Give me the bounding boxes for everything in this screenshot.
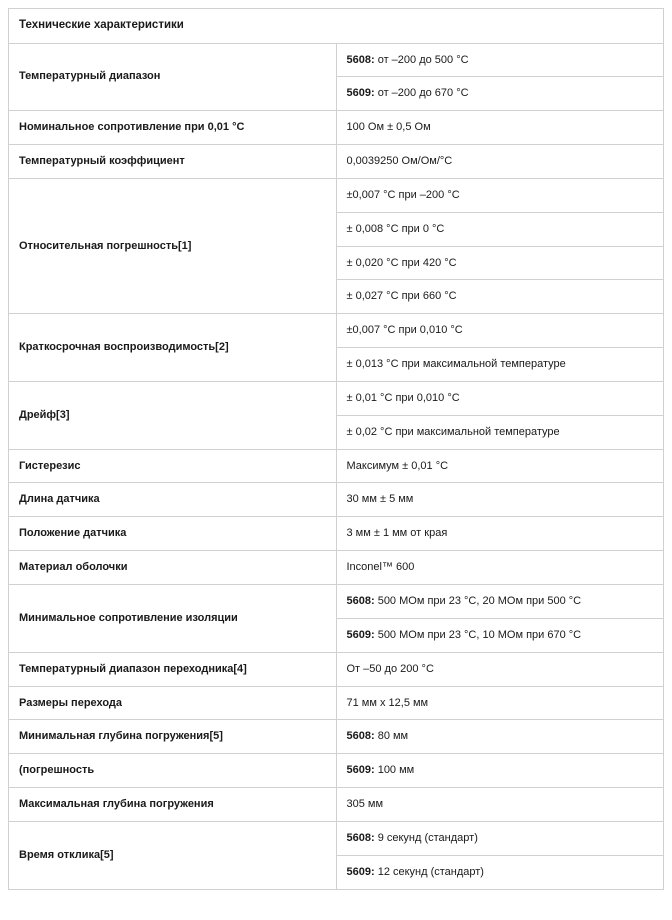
table-header-row — [9, 9, 664, 44]
table-row — [9, 551, 664, 585]
spec-value: 71 мм x 12,5 мм — [336, 686, 664, 720]
table-row — [9, 178, 664, 212]
table-row — [9, 145, 664, 179]
table-row — [9, 585, 664, 619]
spec-label: Температурный диапазон — [9, 43, 337, 111]
spec-value-text: 80 мм — [374, 730, 409, 743]
spec-value: ±0,007 °C при 0,010 °C — [336, 314, 664, 348]
spec-value — [336, 754, 664, 788]
spec-value — [336, 77, 664, 111]
spec-value: ± 0,020 °C при 420 °C — [336, 246, 664, 280]
spec-label: Температурный коэффициент — [9, 145, 337, 179]
spec-value-model: 5608: — [346, 831, 375, 844]
spec-value-text: 12 секунд (стандарт) — [374, 865, 484, 878]
table-row — [9, 449, 664, 483]
spec-label: Размеры перехода — [9, 686, 337, 720]
spec-label: Гистерезис — [9, 449, 337, 483]
spec-label: Номинальное сопротивление при 0,01 °C — [9, 111, 337, 145]
spec-label: Дрейф[3] — [9, 381, 337, 449]
specifications-table-body — [9, 9, 664, 890]
table-row — [9, 111, 664, 145]
spec-value-model: 5609: — [346, 865, 375, 878]
table-row — [9, 517, 664, 551]
spec-value — [336, 720, 664, 754]
spec-value: 0,0039250 Ом/Ом/°C — [336, 145, 664, 179]
table-row — [9, 821, 664, 855]
spec-value: 3 мм ± 1 мм от края — [336, 517, 664, 551]
spec-label: Максимальная глубина погружения — [9, 788, 337, 822]
spec-value: ±0,007 °C при –200 °C — [336, 178, 664, 212]
specifications-table — [8, 8, 664, 890]
spec-value-text: от –200 до 500 °C — [374, 53, 469, 66]
table-row — [9, 686, 664, 720]
spec-value: 305 мм — [336, 788, 664, 822]
table-row — [9, 483, 664, 517]
spec-value: От –50 до 200 °C — [336, 652, 664, 686]
spec-value-text: 500 МОм при 23 °C, 10 МОм при 670 °C — [374, 628, 582, 641]
spec-label: Относительная погрешность[1] — [9, 178, 337, 313]
spec-value — [336, 585, 664, 619]
spec-label: Минимальное сопротивление изоляции — [9, 585, 337, 653]
table-row — [9, 381, 664, 415]
spec-label: (погрешность — [9, 754, 337, 788]
spec-value-model: 5608: — [346, 595, 375, 608]
spec-value-model: 5609: — [346, 628, 375, 641]
spec-value: Максимум ± 0,01 °C — [336, 449, 664, 483]
spec-value-text: 500 МОм при 23 °C, 20 МОм при 500 °C — [374, 595, 582, 608]
spec-value-model: 5609: — [346, 764, 375, 777]
table-row — [9, 652, 664, 686]
spec-value — [336, 821, 664, 855]
spec-label: Длина датчика — [9, 483, 337, 517]
spec-label: Материал оболочки — [9, 551, 337, 585]
spec-label: Краткосрочная воспроизводимость[2] — [9, 314, 337, 382]
spec-value — [336, 618, 664, 652]
spec-value — [336, 855, 664, 889]
spec-value — [336, 43, 664, 77]
spec-value: 30 мм ± 5 мм — [336, 483, 664, 517]
spec-value-text: от –200 до 670 °C — [374, 87, 469, 100]
spec-value-model: 5609: — [346, 87, 375, 100]
table-row — [9, 314, 664, 348]
spec-value: 100 Ом ± 0,5 Ом — [336, 111, 664, 145]
spec-value-model: 5608: — [346, 730, 375, 743]
spec-value-text: 100 мм — [374, 764, 415, 777]
spec-value: ± 0,01 °C при 0,010 °C — [336, 381, 664, 415]
table-row — [9, 754, 664, 788]
spec-label: Положение датчика — [9, 517, 337, 551]
spec-value: ± 0,008 °C при 0 °C — [336, 212, 664, 246]
spec-value-text: 9 секунд (стандарт) — [374, 831, 478, 844]
table-header-title: Технические характеристики — [9, 9, 664, 44]
spec-value: ± 0,027 °C при 660 °C — [336, 280, 664, 314]
spec-value-model: 5608: — [346, 53, 375, 66]
spec-value: ± 0,013 °C при максимальной температуре — [336, 348, 664, 382]
spec-label: Время отклика[5] — [9, 821, 337, 889]
table-row — [9, 43, 664, 77]
table-row — [9, 720, 664, 754]
table-row — [9, 788, 664, 822]
spec-label: Температурный диапазон переходника[4] — [9, 652, 337, 686]
spec-label: Минимальная глубина погружения[5] — [9, 720, 337, 754]
spec-value: ± 0,02 °C при максимальной температуре — [336, 415, 664, 449]
spec-value: Inconel™ 600 — [336, 551, 664, 585]
